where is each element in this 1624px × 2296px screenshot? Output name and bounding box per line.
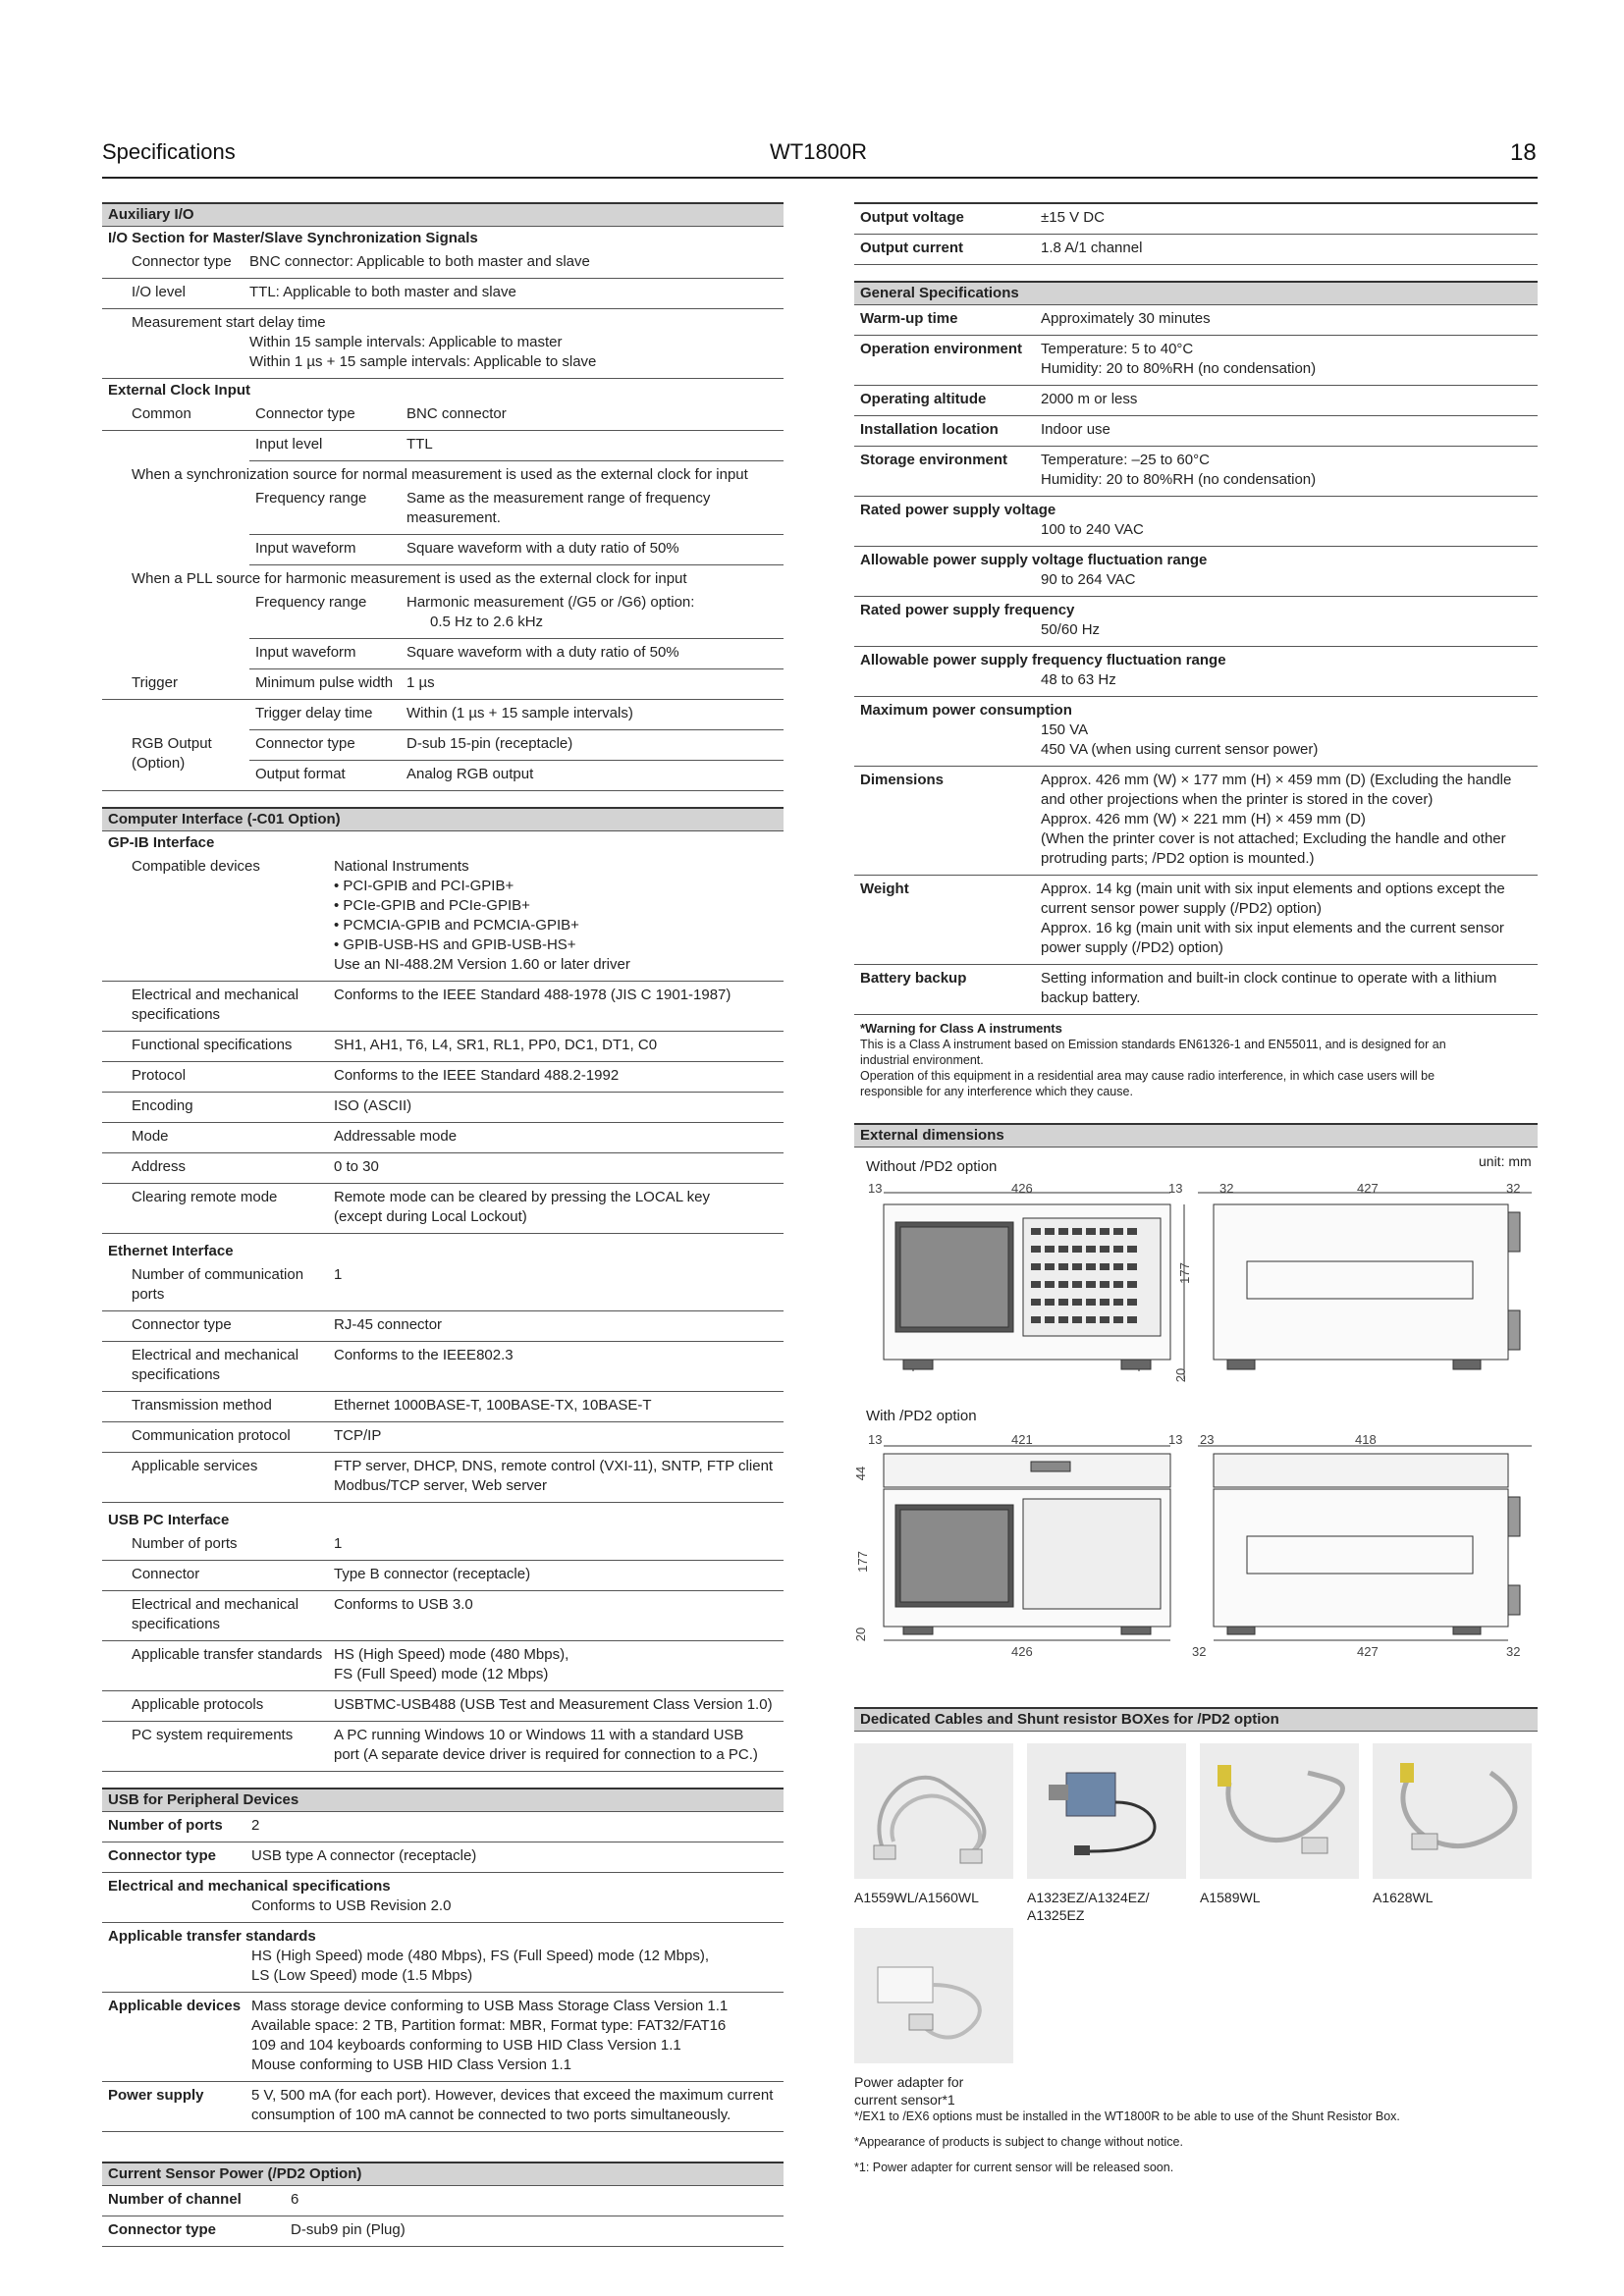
spec-row: Installation location Indoor use	[854, 416, 1538, 447]
spec-row: Functional specifications SH1, AH1, T6, L4, SR1, RL1, PP0, DC1, DT1, C0	[102, 1032, 784, 1062]
page-header-section: Specifications	[102, 139, 236, 164]
right-column	[854, 202, 1538, 2193]
section-usb-peripheral: USB for Peripheral Devices	[102, 1788, 784, 1812]
spec-row: Storage environment Temperature: –25 to 60°C Humidity: 20 to 80%RH (no condensation)	[854, 447, 1538, 497]
footnote: *1: Power adapter for current sensor will be released soon.	[854, 2161, 1174, 2174]
product-gallery	[854, 1732, 1538, 2193]
spec-row: Applicable services FTP server, DHCP, DNS, remote control (VXI-11), SNTP, FTP client Modbus/TCP server, Web server	[102, 1453, 784, 1503]
spec-row: Dimensions Approx. 426 mm (W) × 177 mm (H) × 459 mm (D) (Excluding the handle and other projections when the printer is stored in the cover) Approx. 426 mm (W) × 221 mm (H) × 459 mm (D) (When the printer cover is not attached; Excluding the handle and other protruding parts; /PD2 option is mounted.)	[854, 767, 1538, 876]
spec-row: RGB Output (Option) Connector type D-sub 15-pin (receptacle) Output format Analog RGB output	[102, 730, 784, 791]
spec-row: Number of ports 2	[102, 1812, 784, 1842]
spec-row: Encoding ISO (ASCII)	[102, 1093, 784, 1123]
spec-row: Maximum power consumption 150 VA 450 VA (when using current sensor power)	[854, 697, 1538, 767]
spec-row: Trigger delay time Within (1 µs + 15 sample intervals)	[249, 700, 784, 730]
spec-row: Trigger Minimum pulse width 1 µs	[102, 669, 784, 700]
spec-row: Connector type RJ-45 connector	[102, 1311, 784, 1342]
section-current-sensor-power: Current Sensor Power (/PD2 Option)	[102, 2162, 784, 2186]
spec-row: Mode Addressable mode	[102, 1123, 784, 1153]
section-general-specifications: General Specifications	[854, 281, 1538, 305]
product-card	[1200, 1743, 1359, 1906]
spec-row: Electrical and mechanical specifications Conforms to USB Revision 2.0	[102, 1873, 784, 1923]
spec-row: Clearing remote mode Remote mode can be cleared by pressing the LOCAL key (except during Local Lockout)	[102, 1184, 784, 1234]
spec-row: Rated power supply frequency 50/60 Hz	[854, 597, 1538, 647]
product-label: A1323EZ/A1324EZ/ A1325EZ	[1027, 1890, 1150, 1923]
spec-row: Applicable devices Mass storage device conforming to USB Mass Storage Class Version 1.1 Available space: 2 TB, Partition format: MBR, Format type: FAT32/FAT16 109 and 104 keyboards conforming to USB HID Class Version 1.1 Mouse conforming to USB HID Class Version 1.1	[102, 1993, 784, 2082]
power-adapter-image	[854, 1928, 1013, 2063]
footnote: */EX1 to /EX6 options must be installed in the WT1800R to be able to use of the Shunt Resistor Box.	[854, 2109, 1400, 2123]
product-label: A1589WL	[1200, 1890, 1261, 1905]
spec-row: Frequency range Harmonic measurement (/G5 or /G6) option: 0.5 Hz to 2.6 kHz	[249, 589, 784, 639]
product-label: A1628WL	[1373, 1890, 1434, 1905]
spec-row: Allowable power supply frequency fluctuation range 48 to 63 Hz	[854, 647, 1538, 697]
dimension-drawings: Without /PD2 option unit: mm 13 426 13 177 20 32 427 32 With /PD2 option 13 421 13 44 177 20 426 23 418 32 427 32	[854, 1148, 1538, 1697]
without-pd2-label: Without /PD2 option	[866, 1158, 998, 1175]
section-dedicated-cables: Dedicated Cables and Shunt resistor BOXes for /PD2 option	[854, 1707, 1538, 1732]
unit-label: unit: mm	[1479, 1153, 1532, 1169]
spec-row: Connector type D-sub9 pin (Plug)	[102, 2216, 784, 2247]
cable-image	[1200, 1743, 1359, 1879]
spec-row: Applicable transfer standards HS (High Speed) mode (480 Mbps), FS (Full Speed) mode (12 Mbps)	[102, 1641, 784, 1691]
cable-image	[854, 1743, 1013, 1879]
shunt-box-image	[1027, 1743, 1186, 1879]
spec-row: Applicable transfer standards HS (High Speed) mode (480 Mbps), FS (Full Speed) mode (12 Mbps), LS (Low Speed) mode (1.5 Mbps)	[102, 1923, 784, 1993]
product-card	[1373, 1743, 1532, 1906]
spec-row: Input waveform Square waveform with a duty ratio of 50%	[249, 535, 784, 565]
spec-row: When a synchronization source for normal measurement is used as the external clock for input	[132, 466, 748, 483]
dimension-drawing-without-pd2	[854, 1183, 1538, 1409]
left-column	[102, 202, 784, 2247]
spec-row: Electrical and mechanical specifications Conforms to USB 3.0	[102, 1591, 784, 1641]
product-card	[854, 1743, 1013, 1906]
spec-row: Warm-up time Approximately 30 minutes	[854, 305, 1538, 336]
spec-row: Operation environment Temperature: 5 to 40°C Humidity: 20 to 80%RH (no condensation)	[854, 336, 1538, 386]
section-auxiliary-io: Auxiliary I/O	[102, 202, 784, 227]
spec-row: Address 0 to 30	[102, 1153, 784, 1184]
spec-row: Number of ports 1	[102, 1530, 784, 1561]
spec-row: When a PLL source for harmonic measurement is used as the external clock for input	[132, 570, 687, 587]
spec-row: Compatible devices National Instruments • PCI-GPIB and PCI-GPIB+ • PCIe-GPIB and PCIe-GPIB+ • PCMCIA-GPIB and PCMCIA-GPIB+ • GPIB-USB-HS and GPIB-USB-HS+ Use an NI-488.2M Version 1.60 or later driver	[102, 853, 784, 982]
spec-row: Number of communication ports 1	[102, 1261, 784, 1311]
spec-row: Operating altitude 2000 m or less	[854, 386, 1538, 416]
spec-row: Connector Type B connector (receptacle)	[102, 1561, 784, 1591]
dimension-drawing-with-pd2	[854, 1438, 1538, 1654]
spec-row: Transmission method Ethernet 1000BASE-T, 100BASE-TX, 10BASE-T	[102, 1392, 784, 1422]
spec-row: Connector type USB type A connector (receptacle)	[102, 1842, 784, 1873]
spec-row: Number of channel 6	[102, 2186, 784, 2216]
spec-row: Applicable protocols USBTMC-USB488 (USB Test and Measurement Class Version 1.0)	[102, 1691, 784, 1722]
spec-row: Input level TTL	[249, 431, 784, 461]
cable-image	[1373, 1743, 1532, 1879]
footnote: *Appearance of products is subject to change without notice.	[854, 2135, 1183, 2149]
product-card	[1027, 1743, 1186, 1924]
spec-row: Output current 1.8 A/1 channel	[854, 235, 1538, 265]
spec-row: PC system requirements A PC running Windows 10 or Windows 11 with a standard USB port (A separate device driver is required for connection to a PC.)	[102, 1722, 784, 1772]
spec-row: Connector type BNC connector: Applicable to both master and slave	[102, 248, 784, 279]
subsection-ethernet: Ethernet Interface	[108, 1243, 234, 1259]
spec-row: Frequency range Same as the measurement range of frequency measurement.	[249, 485, 784, 535]
subsection-gpib: GP-IB Interface	[108, 834, 215, 851]
footnotes	[854, 2109, 1400, 2175]
spec-row: Allowable power supply voltage fluctuation range 90 to 264 VAC	[854, 547, 1538, 597]
class-a-warning: *Warning for Class A instruments This is a Class A instrument based on Emission standards EN61326-1 and EN55011, and is designed for an industrial environment. Operation of this equipment in a residential area may cause radio interference, in which case users will be responsible for any interference which they cause.	[860, 1021, 1446, 1098]
spec-row: Measurement start delay time Within 15 sample intervals: Applicable to master Within 1 µs + 15 sample intervals: Applicable to slave	[102, 309, 784, 379]
spec-row: Common Connector type BNC connector	[102, 400, 784, 431]
page-number: 18	[1510, 139, 1537, 166]
spec-row: Rated power supply voltage 100 to 240 VAC	[854, 497, 1538, 547]
spec-row: Weight Approx. 14 kg (main unit with six input elements and options except the current sensor power supply (/PD2) option) Approx. 16 kg (main unit with six input elements and the current sensor power supply (/PD2) option)	[854, 876, 1538, 965]
product-label: Power adapter for current sensor*1	[854, 2074, 964, 2108]
subsection-usb-pc: USB PC Interface	[108, 1512, 230, 1528]
spec-row: Protocol Conforms to the IEEE Standard 488.2-1992	[102, 1062, 784, 1093]
spec-row: Electrical and mechanical specifications Conforms to the IEEE802.3	[102, 1342, 784, 1392]
spec-row: Communication protocol TCP/IP	[102, 1422, 784, 1453]
product-card	[854, 1928, 1013, 2109]
with-pd2-label: With /PD2 option	[866, 1408, 977, 1424]
subsection-sync-signals: I/O Section for Master/Slave Synchronization Signals	[108, 230, 478, 246]
section-external-dimensions: External dimensions	[854, 1123, 1538, 1148]
spec-row: Output voltage ±15 V DC	[854, 202, 1538, 235]
spec-row: I/O level TTL: Applicable to both master and slave	[102, 279, 784, 309]
spec-row: Input waveform Square waveform with a duty ratio of 50%	[249, 639, 784, 669]
product-label: A1559WL/A1560WL	[854, 1890, 979, 1905]
spec-row: Battery backup Setting information and built-in clock continue to operate with a lithium backup battery.	[854, 965, 1538, 1015]
spec-row: Electrical and mechanical specifications Conforms to the IEEE Standard 488-1978 (JIS C 1901-1987)	[102, 982, 784, 1032]
page-header-model: WT1800R	[770, 139, 868, 164]
section-computer-interface: Computer Interface (-C01 Option)	[102, 807, 784, 831]
header-rule	[102, 177, 1538, 179]
spec-row: Power supply 5 V, 500 mA (for each port). However, devices that exceed the maximum current consumption of 100 mA cannot be connected to two ports simultaneously.	[102, 2082, 784, 2132]
subsection-external-clock: External Clock Input	[108, 382, 251, 399]
